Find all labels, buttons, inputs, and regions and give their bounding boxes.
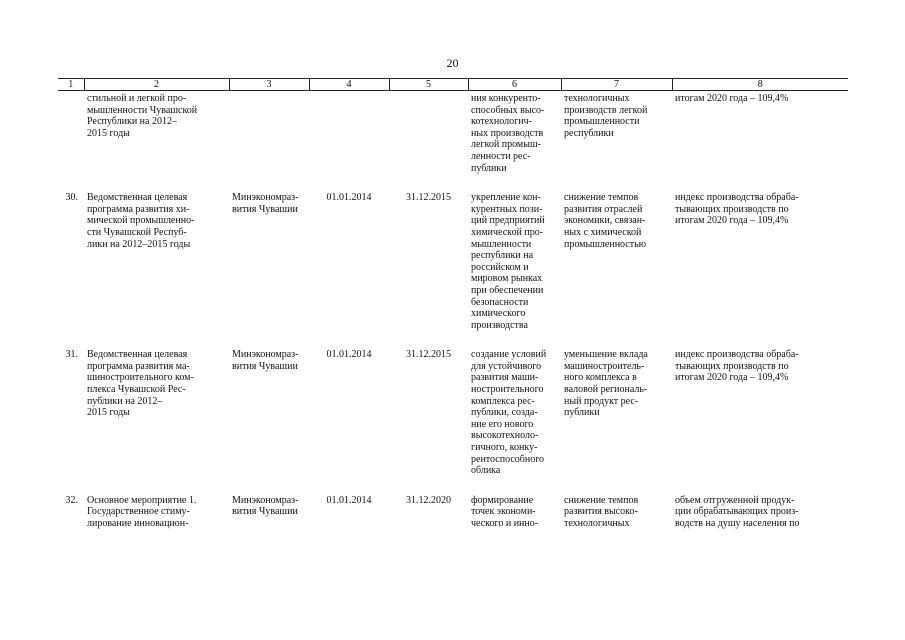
row-name: Ведомственная целевая программа развития хи- мической промышленно- сти Чувашской Респуб- лики на 2012–2015 годы [87,192,195,250]
row-executor [229,91,309,175]
table-row [58,349,848,477]
row-indicator: индекс производства обраба- тывающих производств по итогам 2020 года – 109,4% [675,349,799,384]
header-col-4: 4 [309,79,389,91]
header-col-2: 2 [84,79,229,91]
row-consequences: технологичных производств легкой промышленности республики [564,93,648,139]
header-col-6: 6 [468,79,561,91]
header-col-7: 7 [561,79,672,91]
row-executor: Минэкономраз- вития Чувашии [232,192,299,215]
row-consequences: уменьшение вклада машиностроитель- ного комплекса в валовой региональ- ный продукт рес- публики [564,349,648,419]
row-name: Основное мероприятие 1. Государственное стиму- лирование инновацион- [87,494,197,529]
table-row [58,192,848,331]
row-consequences: снижение темпов развития высоко- технологичных [564,494,639,529]
table-row [58,495,848,530]
row-consequences: снижение темпов развития отраслей экономики, связан- ных с химической промышленностью [564,192,647,250]
header-col-3: 3 [229,79,309,91]
row-name: Ведомственная целевая программа развития ма- шиностроительного ком- плекса Чувашской Рес- публики на 2012– 2015 годы [87,349,194,419]
row-expected-result: укрепление кон- курентных пози- ций предприятий химической про- мышленности республики на российском и мировом рынках при обеспечении безопасности химического производства [471,192,545,331]
row-start-date: 01.01.2014 [326,349,372,361]
row-number: 32. [65,494,78,506]
row-number: 30. [65,192,78,204]
header-col-1: 1 [58,79,84,91]
row-spacer [58,174,848,192]
row-executor: Минэкономраз- вития Чувашии [232,494,299,518]
table-row [58,91,848,175]
row-spacer [58,477,848,495]
header-col-8: 8 [672,79,848,91]
row-end-date: 31.12.2015 [406,349,451,361]
page-number: 20 [446,56,459,70]
row-number [58,91,84,175]
row-end-date: 31.12.2020 [406,494,451,506]
row-number: 31. [65,349,78,361]
row-expected-result: ния конкуренто- способных высо- котехнологич- ных производств легкой промыш- ленности рес- публики [471,93,545,174]
row-start-date: 01.01.2014 [326,192,372,204]
row-expected-result: создание условий для устойчивого развития маши- ностроительного комплекса рес- публики, созда- ние его нового высокотехноло- гичного, конку- рентоспособного облика [471,349,547,477]
program-table [58,78,848,530]
header-col-5: 5 [389,79,468,91]
row-start-date: 01.01.2014 [326,494,372,506]
row-spacer [58,331,848,349]
row-start-date [309,91,389,175]
row-indicator: итогам 2020 года – 109,4% [675,93,789,104]
row-indicator: индекс производства обраба- тывающих производств по итогам 2020 года – 109,4% [675,192,799,227]
table-header-row [58,79,848,91]
row-executor: Минэкономраз- вития Чувашии [232,349,299,372]
row-end-date: 31.12.2015 [406,192,451,204]
row-name: стильной и легкой про- мышленности Чувашской Республики на 2012– 2015 годы [87,93,198,139]
row-expected-result: формирование точек экономи- ческого и инно- [471,494,539,529]
row-indicator: объем отгруженной продук- ции обрабатывающих произ- водств на душу населения по [675,494,800,529]
row-end-date [389,91,468,175]
